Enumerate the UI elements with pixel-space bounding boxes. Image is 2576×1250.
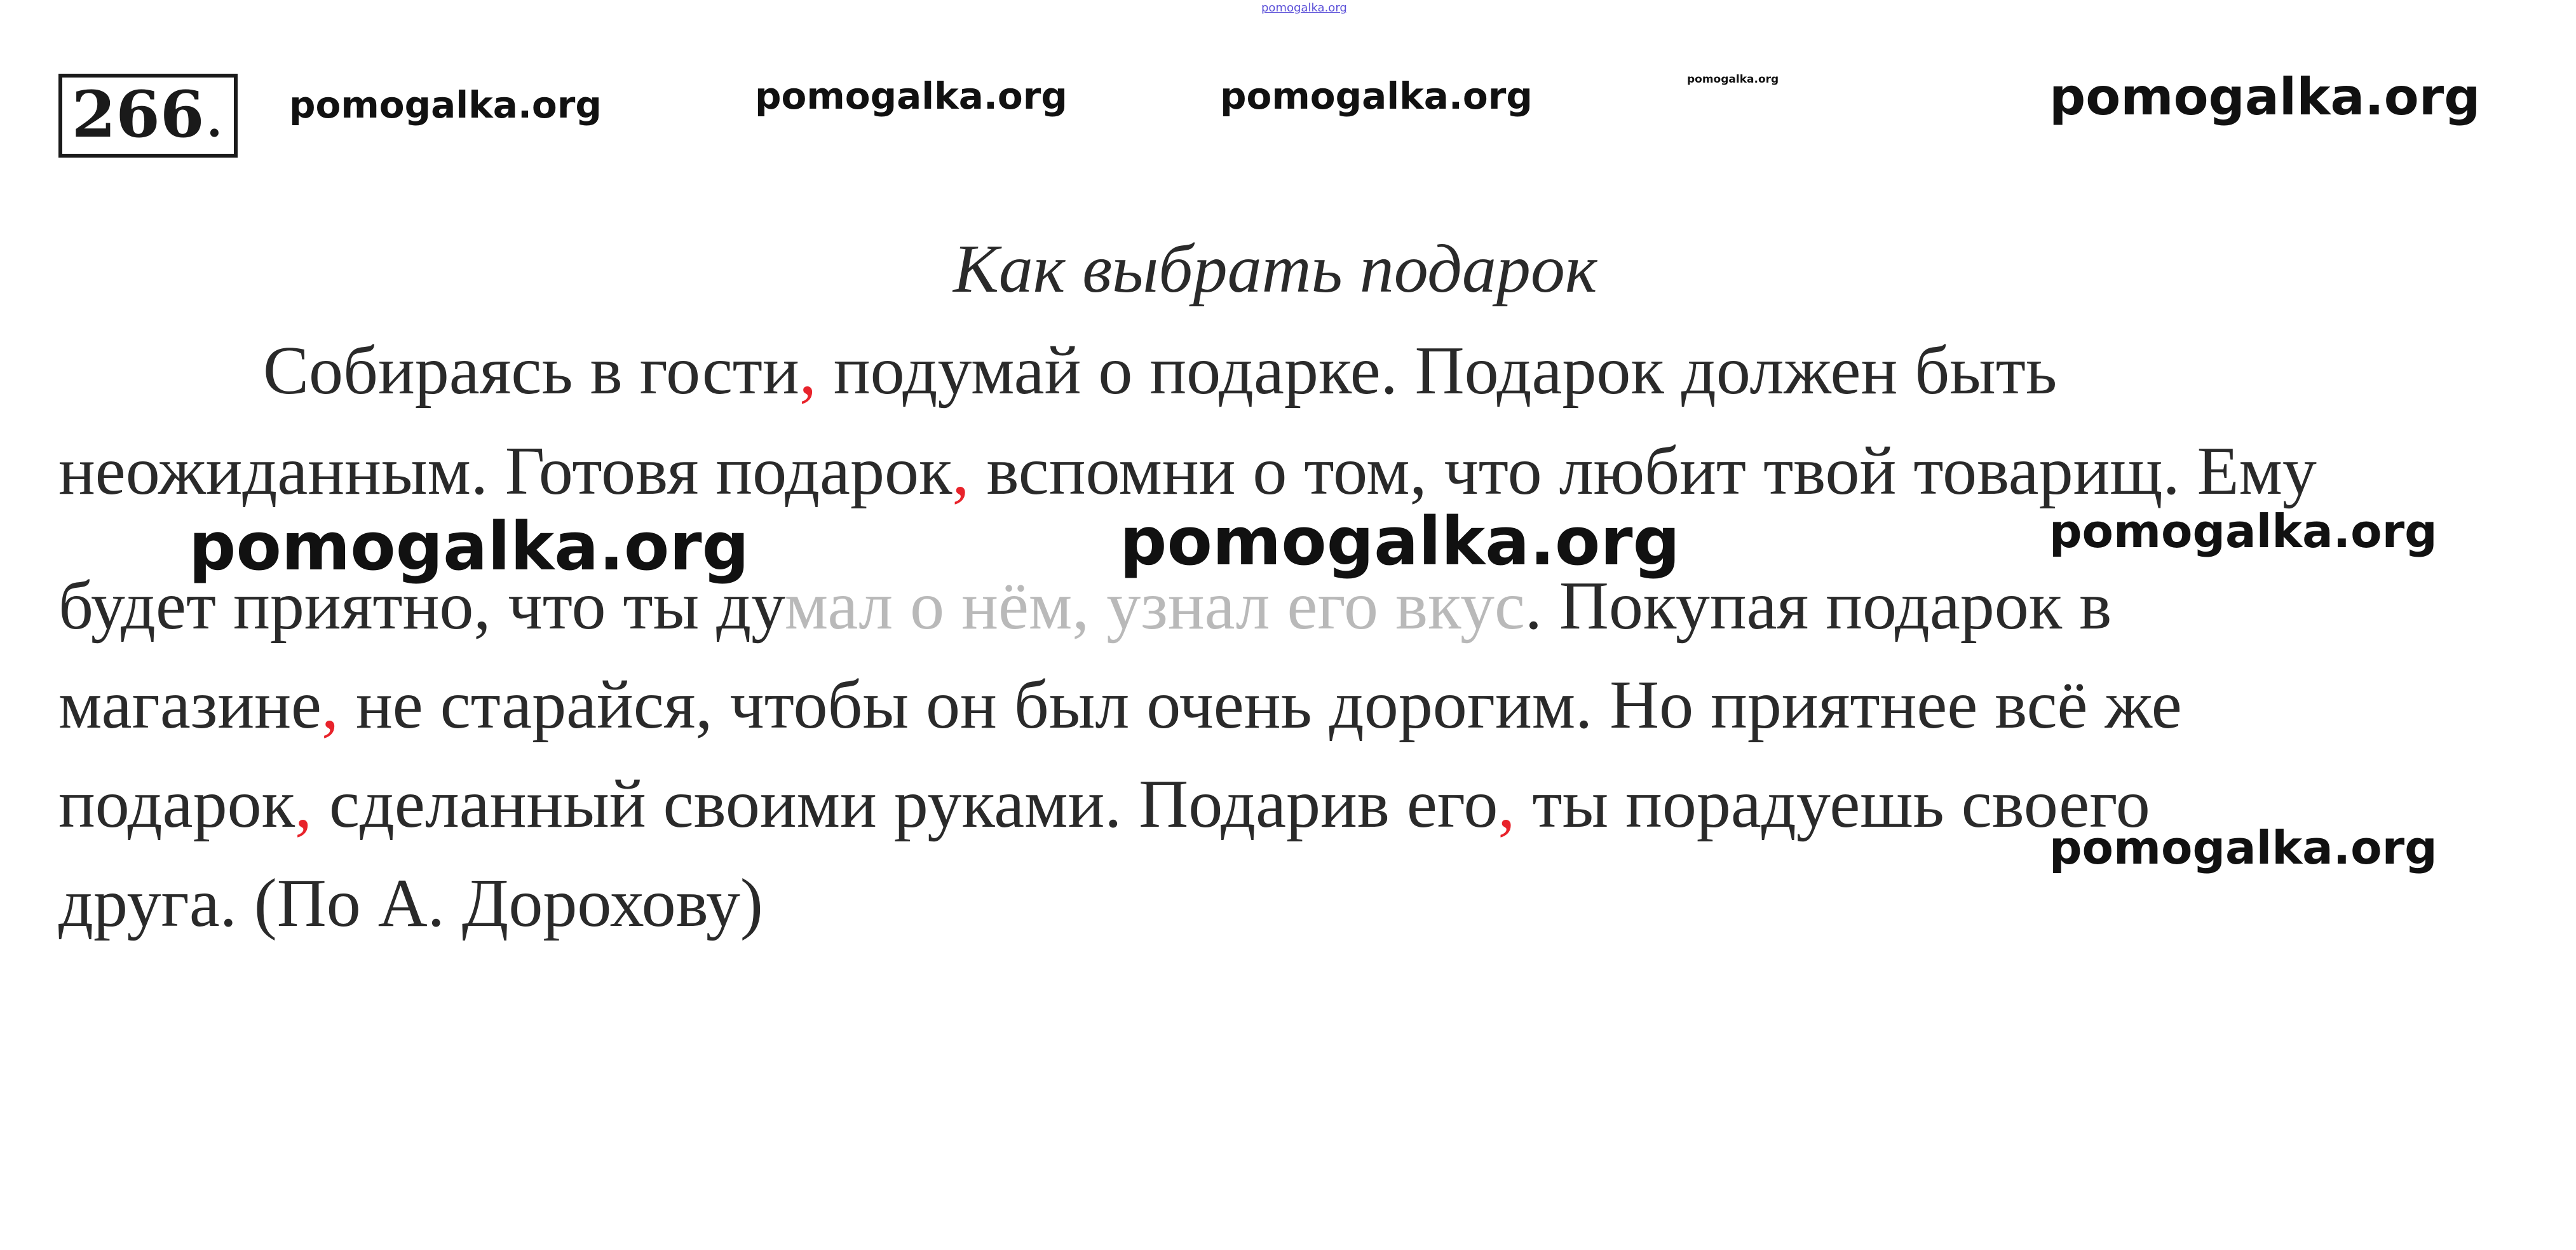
added-comma: , [295, 766, 313, 842]
watermark: pomogalka.org [1120, 503, 1681, 580]
text-segment: . Покупая подарок в [1524, 568, 2112, 644]
text-line: друга. (По А. Дорохову) [58, 866, 763, 941]
text-segment: неожиданным. Готовя подарок [58, 433, 952, 509]
text-segment: будет приятно, что ты ду [58, 568, 785, 644]
text-segment: подумай о подарке. Подарок должен быть [816, 333, 2057, 409]
added-comma: , [952, 433, 970, 509]
text-segment: магазине [58, 667, 322, 743]
text-title: Как выбрать подарок [953, 231, 1597, 307]
watermark: pomogalka.org [2049, 505, 2437, 558]
text-segment: подарок [58, 766, 295, 842]
added-comma: , [1498, 766, 1515, 842]
watermark: pomogalka.org [289, 83, 602, 126]
text-segment: сделанный своими руками. Подарив его [312, 766, 1498, 842]
text-segment-faded: мал о нём, узнал его вкус [784, 568, 1525, 644]
text-line [58, 667, 2182, 743]
exercise-number: 266 [71, 77, 205, 152]
watermark: pomogalka.org [189, 508, 750, 585]
added-comma: , [799, 333, 817, 409]
text-segment: вспомни о том, что любит твой товарищ. Ему [969, 433, 2317, 509]
watermark: pomogalka.org [1687, 73, 1779, 86]
text-line [58, 433, 2317, 509]
exercise-number-dot: . [204, 77, 225, 151]
text-segment: не старайся, чтобы он был очень дорогим. Но приятнее всё же [338, 667, 2182, 743]
text-segment: ты порадуешь своего [1515, 766, 2150, 842]
watermark: pomogalka.org [2049, 67, 2481, 126]
text-line [58, 766, 2150, 842]
watermark: pomogalka.org [2049, 821, 2437, 874]
watermark: pomogalka.org [1220, 74, 1533, 118]
exercise-number-box [58, 74, 238, 158]
watermark: pomogalka.org [755, 74, 1068, 118]
text-line [263, 333, 2057, 409]
text-segment: Собираясь в гости [263, 333, 799, 409]
added-comma: , [321, 667, 339, 743]
top-watermark[interactable]: pomogalka.org [1261, 1, 1347, 15]
